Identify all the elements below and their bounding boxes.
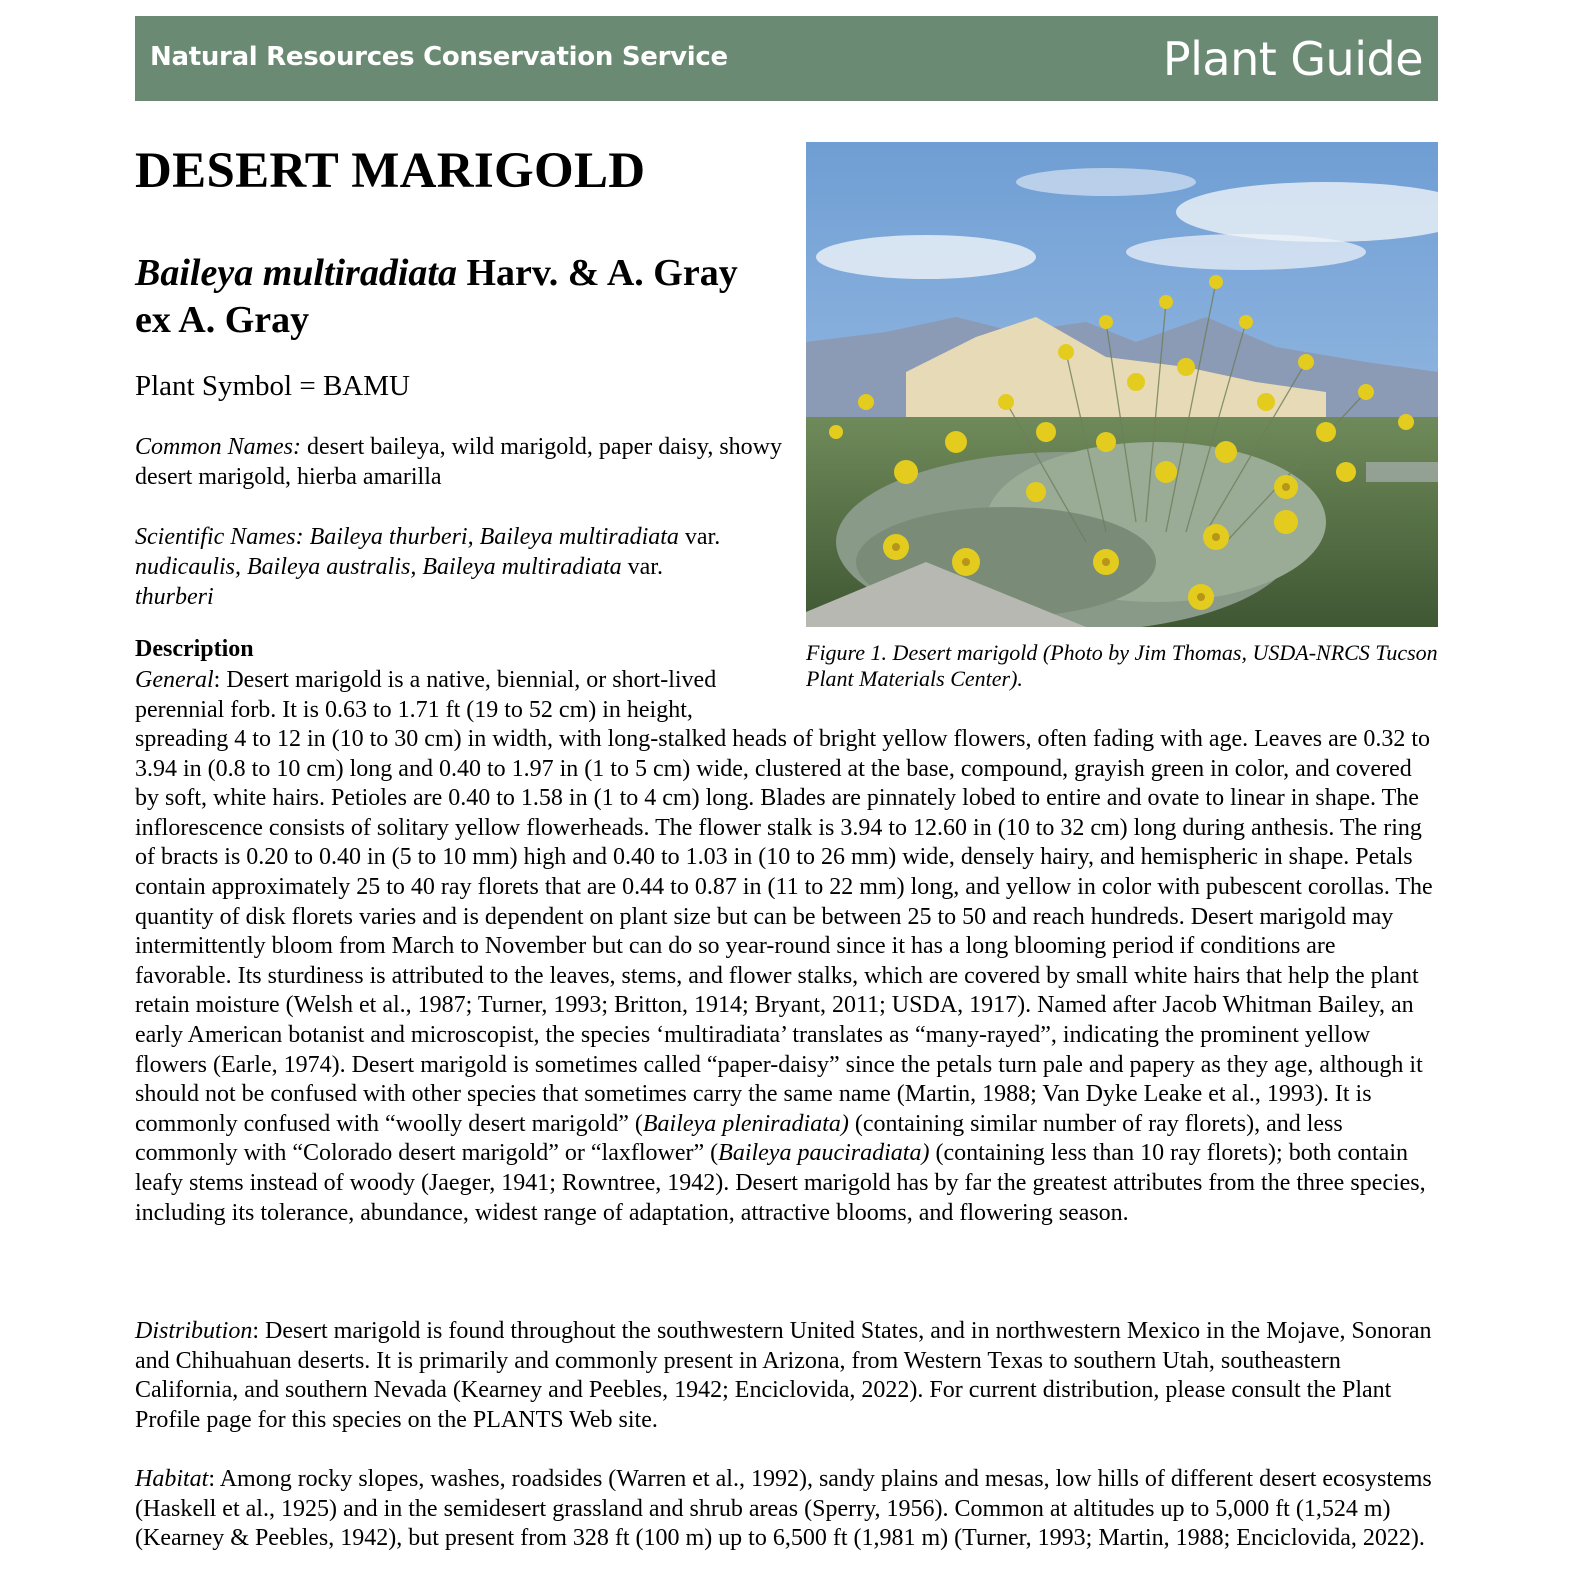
general-text: spreading 4 to 12 in (10 to 30 cm) in width, with long-stalked heads of bright yellow flowers, often fading with age. Leaves are 0.32 to 3.94 in (0.8 to 10 cm) long and 0.40 to 1.97 in (1 to 5 cm) wide, clustered at the base, compound, grayish green in color, and covered by soft, white hairs. Petioles are 0.40 to 1.58 in (1 to 4 cm) long. Blades are pinnately lobed to entire and ovate to linear in shape. The inflorescence consists of solitary yellow flowerheads. The flower stalk is 3.94 to 12.60 in (10 to 32 cm) long during anthesis. The ring of bracts is 0.20 to 0.40 in (5 to 10 mm) high and 0.40 to 1.03 in (10 to 26 mm) wide, densely hairy, and hemispheric in shape. Petals contain approximately 25 to 40 ray florets that are 0.44 to 0.87 in (11 to 22 mm) long, and yellow in color with pubescent corollas. The quantity of disk florets varies and is dependent on plant size but can be between 25 to 50 and reach hundreds. Desert marigold may intermittently bloom from March to November but can do so year-round since it has a long blooming period if conditions are favorable. Its sturdiness is attributed to the leaves, stems, and flower stalks, which are covered by small white hairs that help the plant retain moisture (Welsh et al., 1987; Turner, 1993; Britton, 1914; Bryant, 2011; USDA, 1917). Named after Jacob Whitman Bailey, an early American botanist and microscopist, the species ‘multiradiata’ translates as “many-rayed”, indicating the prominent yellow flowers (Earle, 1974). Desert marigold is sometimes called “paper-daisy” since the petals turn pale and papery as they age, although it should not be confused with other species that sometimes carry the same name (Martin, 1988; Van Dyke Leake et al., 1993). It is commonly confused with “woolly desert marigold” ( (135, 726, 1433, 1137)
general-text-line: : Desert marigold is a native, biennial, or short-lived (213, 667, 717, 693)
plant-symbol: Plant Symbol = BAMU (135, 370, 410, 402)
common-names-text: desert baileya, wild marigold, paper daisy, showy desert marigold, hierba amarilla (135, 434, 782, 490)
general-paragraph (135, 725, 1438, 1228)
var-text: var. (678, 524, 721, 550)
description-heading: Description (135, 636, 254, 662)
common-names (135, 432, 785, 492)
agency-name: Natural Resources Conservation Service (150, 42, 728, 72)
header-banner (135, 16, 1438, 101)
document-type: Plant Guide (1162, 32, 1423, 86)
synonym-text: nudicaulis, Baileya australis, Baileya multiradiata (135, 554, 622, 580)
general-text: (containing less than 10 ray florets); both contain leafy stems instead of woody (Jaeger, 1941; Rowntree, 1942). Desert marigold has by far the greatest attributes from the three species, including its tolerance, abundance, widest range of adaptation, attractive blooms, and flowering season. (135, 1140, 1426, 1226)
scientific-names (135, 522, 785, 612)
var-text: var. (621, 554, 663, 580)
common-names-label: Common Names: (135, 434, 301, 460)
species-name: Baileya pauciradiata) (718, 1140, 930, 1167)
figure-photo (806, 142, 1438, 627)
habitat-label: Habitat (135, 1466, 209, 1492)
synonym-text: thurberi (135, 584, 214, 610)
general-label: General (135, 667, 214, 693)
general-text-line: perennial forb. It is 0.63 to 1.71 ft (19 to 52 cm) in height, (135, 696, 693, 723)
distribution-paragraph (135, 1317, 1438, 1435)
scientific-names-label: Scientific Names: (135, 524, 304, 550)
synonym-text: Baileya thurberi, Baileya multiradiata (303, 524, 679, 550)
figure-caption: Figure 1. Desert marigold (Photo by Jim Thomas, USDA-NRCS Tucson Plant Materials Center). (806, 640, 1438, 691)
distribution-text: : Desert marigold is found throughout the southwestern United States, and in northwestern Mexico in the Mojave, Sonoran and Chihuahuan deserts. It is primarily and commonly present in Arizona, from Western Texas to southern Utah, southeastern California, and southern Nevada (Kearney and Peebles, 1942; Enciclovida, 2022). For current distribution, please consult the Plant Profile page for this species on the PLANTS Web site. (135, 1318, 1432, 1433)
page-title: DESERT MARIGOLD (135, 143, 646, 199)
general-text: (containing similar number of ray florets), and less commonly with “Colorado desert marigold” or “laxflower” ( (135, 1110, 1343, 1167)
distribution-label: Distribution (135, 1318, 253, 1344)
species-name: Baileya pleniradiata) (642, 1110, 849, 1137)
habitat-paragraph (135, 1465, 1438, 1554)
scientific-name-heading (135, 250, 755, 344)
authority: Harv. & A. Gray ex A. Gray (135, 252, 738, 341)
habitat-text: : Among rocky slopes, washes, roadsides (Warren et al., 1992), sandy plains and mesas, low hills of different desert ecosystems (Haskell et al., 1925) and in the semidesert grassland and shrub areas (Sperry, 1956). Common at altitudes up to 5,000 ft (1,524 m) (Kearney & Peebles, 1942), but present from 328 ft (100 m) up to 6,500 ft (1,981 m) (Turner, 1993; Martin, 1988; Enciclovida, 2022). (135, 1466, 1432, 1552)
desert-marigold-photo (806, 142, 1438, 627)
general-intro (135, 666, 775, 725)
genus-species: Baileya multiradiata (135, 252, 457, 294)
